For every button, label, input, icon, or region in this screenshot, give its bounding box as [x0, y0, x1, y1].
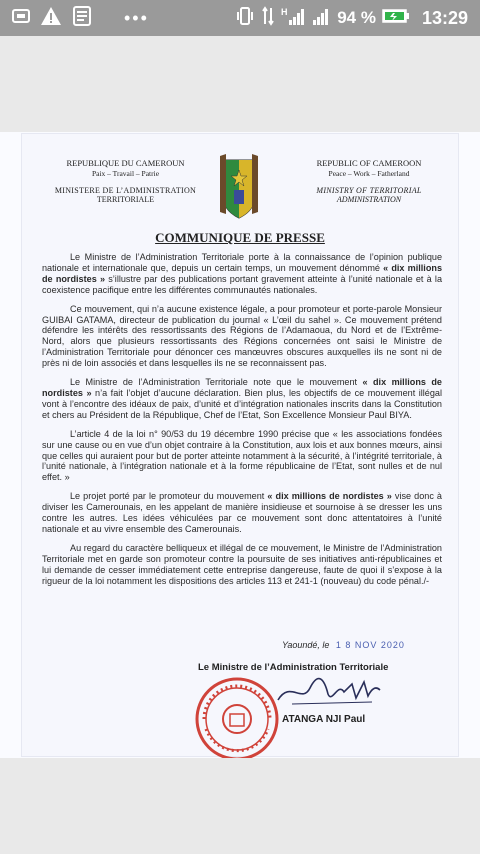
ministry-name-en-2: ADMINISTRATION	[336, 195, 402, 204]
motto-en: Peace – Work – Fatherland	[328, 169, 410, 178]
sim-icon	[12, 8, 30, 29]
signer-title: Le Ministre de l’Administration Territoriale	[198, 662, 389, 673]
ministry-name-fr-2: TERRITORIALE	[96, 195, 155, 204]
paragraph-1: Le Ministre de l’Administration Territoriale porte à la connaissance de l’opinion publique nationale et internationale que, depuis un certain temps, un mouvement dénommé « dix millions de nordistes » s’illustre par des publications portant gravement atteinte à l’unité nationale et à la coexistence pacifique entre les différentes communautés nationales.	[42, 252, 443, 295]
clock: 13:29	[421, 7, 468, 28]
warning-icon	[40, 6, 62, 31]
press-release-body	[42, 252, 442, 594]
battery-percent: 94 %	[337, 8, 376, 27]
paragraph-5: Le projet porté par le promoteur du mouvement « dix millions de nordistes » vise donc à diviser les Camerounais, en les appelant de manière insidieuse et sournoise à se dresser les uns contre les autres. Les idées véhiculées par ce mouvement sont donc attentatoires à l’unité nationale et au vivre ensemble des Camerounais.	[42, 491, 442, 534]
signal-icon	[311, 6, 331, 31]
more-notifications: •••	[124, 7, 149, 28]
coat-of-arms-icon	[218, 152, 260, 222]
vibrate-icon	[235, 6, 255, 31]
paragraph-2: Ce mouvement, qui n’a aucune existence légale, a pour promoteur et porte-parole Monsieur GUIBAI GATAMA, directeur de publication du journal « L’œil du sahel ». Ce mouvement prétend défendre les intérêts des ressortissants des Régions de l’Adamaoua, du Nord et de l’Extrême-Nord, alors que plusieurs ressortissants des Régions concernées ont saisi le Ministre de l’Administration Territoriale pour dénoncer ces manœuvres obscures auxquelles ils ne sont ni de près ni de loin associés et dans lesquelles ils ne se reconnaissent pas.	[42, 303, 442, 369]
ministry-name-fr: MINISTERE DE L’ADMINISTRATION	[54, 186, 197, 195]
data-icon	[261, 6, 275, 31]
header-right	[284, 158, 454, 204]
image-viewer-bottom-area	[0, 758, 480, 854]
document-photo[interactable]	[0, 132, 480, 758]
ministry-name-en: MINISTRY OF TERRITORIAL	[316, 186, 422, 195]
signature-icon	[272, 674, 382, 710]
signer-name: ATANGA NJI Paul	[282, 714, 366, 725]
battery-charging-icon	[382, 8, 410, 29]
date-line	[282, 640, 405, 650]
header-left	[38, 158, 213, 204]
document-icon	[72, 6, 92, 31]
official-seal-icon	[192, 674, 282, 758]
paragraph-6: Au regard du caractère belliqueux et illégal de ce mouvement, le Ministre de l’Administration Territoriale met en garde son promoteur contre la poursuite de ses initiatives anti-républicaines et lui demande de cesser immédiatement cette entreprise dangereuse, faute de quoi il s’expose à la rigueur de la loi notamment les dispositions des articles 113 et 241-1 (nouveau) du code pénal./-	[42, 542, 442, 586]
press-release-page	[22, 134, 458, 756]
date-place: Yaoundé, le	[282, 640, 330, 650]
signal-h-icon	[281, 6, 305, 31]
country-name-fr: REPUBLIQUE DU CAMEROUN	[66, 158, 185, 168]
date-stamp: 1 8 NOV 2020	[335, 640, 405, 650]
paragraph-3: Le Ministre de l’Administration Territoriale note que le mouvement « dix millions de nordistes » n’a fait l’objet d’aucune déclaration. Bien plus, les objectifs de ce mouvement illégal vont à l’encontre des idéaux de paix, d’unité et d’intégration nationales inscrits dans la Constitution et chers au Président de la République, Chef de l’Etat, Son Excellence Monsieur Paul BIYA.	[42, 377, 443, 420]
image-viewer-top-area	[0, 36, 480, 132]
country-name-en: REPUBLIC OF CAMEROON	[316, 158, 422, 168]
svg-text:H: H	[281, 6, 288, 17]
status-bar	[0, 0, 480, 36]
motto-fr: Paix – Travail – Patrie	[91, 169, 160, 178]
page-title: COMMUNIQUE DE PRESSE	[155, 230, 325, 245]
paragraph-4: L’article 4 de la loi n° 90/53 du 19 décembre 1990 précise que « les associations fondées sur une cause ou en vue d’un objet contraire à la Constitution, aux lois et aux bonnes mœurs, ainsi que celles qui auraient pour but de porter atteinte notamment à la sécurité, à l’intégrité territoriale, à l’unité nationale, à l’intégration nationale et à la forme républicaine de l’Etat, sont nulles et de nul effet. »	[42, 428, 442, 483]
